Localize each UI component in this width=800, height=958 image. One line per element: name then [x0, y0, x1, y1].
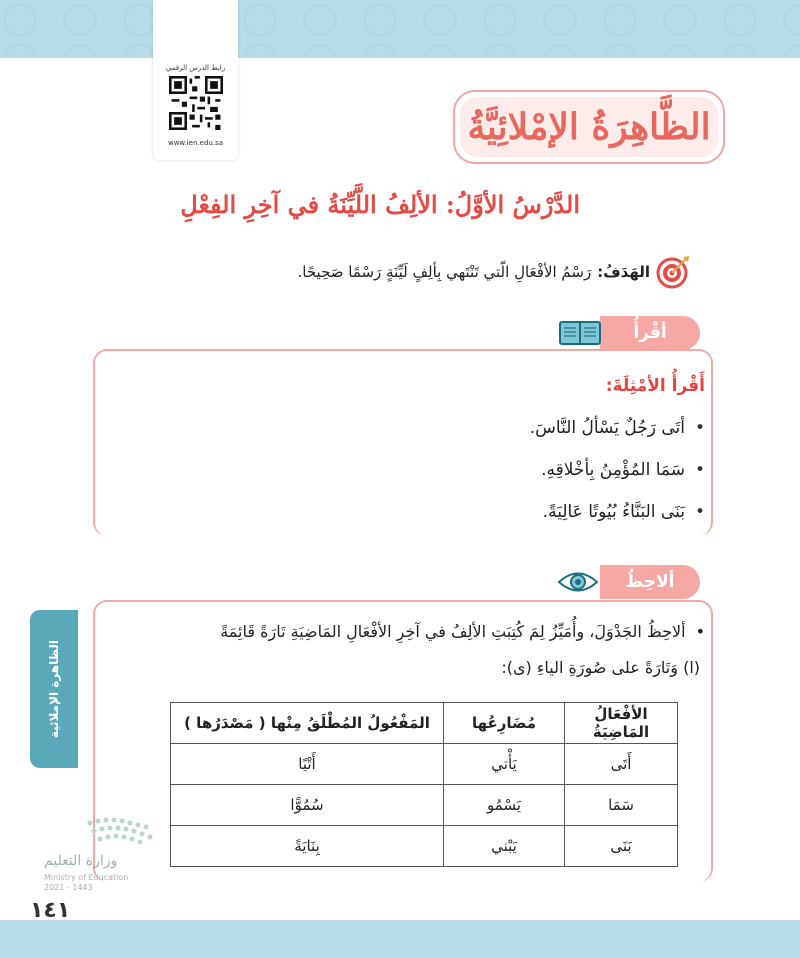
- tab-notice-label: ألاحِظُ: [625, 572, 675, 592]
- top-decorative-band: [0, 0, 800, 58]
- goal-label: الهَدَفُ:: [597, 263, 650, 281]
- table-header-cell: الأفْعَالُ المَاضِيَةُ: [565, 703, 678, 744]
- notice-line-1: •ألاحِظُ الجَدْوَلَ، وأُمَيِّزُ لِمَ كُتِبَتِ الألِفُ في آخِرِ الأفْعَالِ المَاضِيَةِ تَارَةً قَائِمَةً: [220, 622, 705, 641]
- ministry-logo: [44, 815, 174, 893]
- table-row: [171, 744, 678, 785]
- lesson-title: الدَّرْسُ الأوَّلُ: الألِفُ اللَّيِّنَةُ في آخِرِ الفِعْلِ: [180, 190, 580, 219]
- tab-read: [600, 316, 700, 350]
- ministry-english: Ministry of Education: [44, 873, 129, 882]
- table-cell: سَمَا: [565, 785, 678, 826]
- verbs-table: [170, 702, 678, 867]
- qr-code-icon[interactable]: [169, 76, 223, 130]
- ministry-year: 2021 - 1443: [44, 883, 93, 892]
- table-cell: يَأْتي: [444, 744, 565, 785]
- table-row: [171, 826, 678, 867]
- goal-text: رَسْمُ الأفْعَالِ الّتي تَنْتَهي بِألِفٍ لَيِّنَةٍ رَسْمًا صَحِيحًا.: [297, 263, 592, 281]
- ministry-dots-icon: [44, 815, 174, 851]
- qr-caption: رابط الدرس الرقمي: [165, 64, 226, 72]
- goal-line: [298, 255, 690, 289]
- table-cell: يَبْني: [444, 826, 565, 867]
- qr-panel: [153, 0, 238, 160]
- table-cell: سُمُوًّا: [171, 785, 444, 826]
- table-cell: أَتَى: [565, 744, 678, 785]
- book-icon: [558, 318, 602, 348]
- example-item: • أتَى رَجُلٌ يَسْألُ النَّاسَ.: [530, 418, 705, 438]
- target-icon: [656, 255, 690, 289]
- example-item: • بَنَى البَنَّاءُ بُيُوتًا عَالِيَةً.: [543, 502, 705, 522]
- table-header-row: [171, 703, 678, 744]
- side-chapter-tab: [30, 610, 78, 768]
- page-number: ١٤١: [30, 898, 71, 923]
- qr-url[interactable]: www.ien.edu.sa: [167, 139, 224, 147]
- page-title-box: [453, 90, 725, 164]
- side-chapter-label: الظاهرة الإملائية: [47, 639, 61, 739]
- read-heading: أَقْرأُ الأمْثِلَةَ:: [605, 376, 705, 396]
- tab-notice: [600, 565, 700, 599]
- table-cell: يَسْمُو: [444, 785, 565, 826]
- table-header-cell: المَفْعُولُ المُطْلَقُ مِنْها ( مَصْدَرُها ): [171, 703, 444, 744]
- table-header-cell: مُضَارِعُها: [444, 703, 565, 744]
- example-item: • سَمَا المُؤْمِنُ بِأخْلاقِهِ.: [541, 460, 705, 480]
- bottom-decorative-band: [0, 920, 800, 958]
- table-cell: أَتْيًا: [171, 744, 444, 785]
- ministry-arabic: وزارة التعليم: [44, 853, 118, 869]
- table-cell: بَنَى: [565, 826, 678, 867]
- notice-line-2: (ا) وَتَارَةً على صُورَةِ الياءِ (ى):: [501, 658, 700, 677]
- tab-read-label: أقْرأُ: [633, 323, 667, 343]
- page-title: الظَّاهِرَةُ الإمْلائِيَّةُ: [467, 106, 711, 148]
- table-row: [171, 785, 678, 826]
- eye-icon: [556, 567, 600, 597]
- table-cell: بِنَايَةً: [171, 826, 444, 867]
